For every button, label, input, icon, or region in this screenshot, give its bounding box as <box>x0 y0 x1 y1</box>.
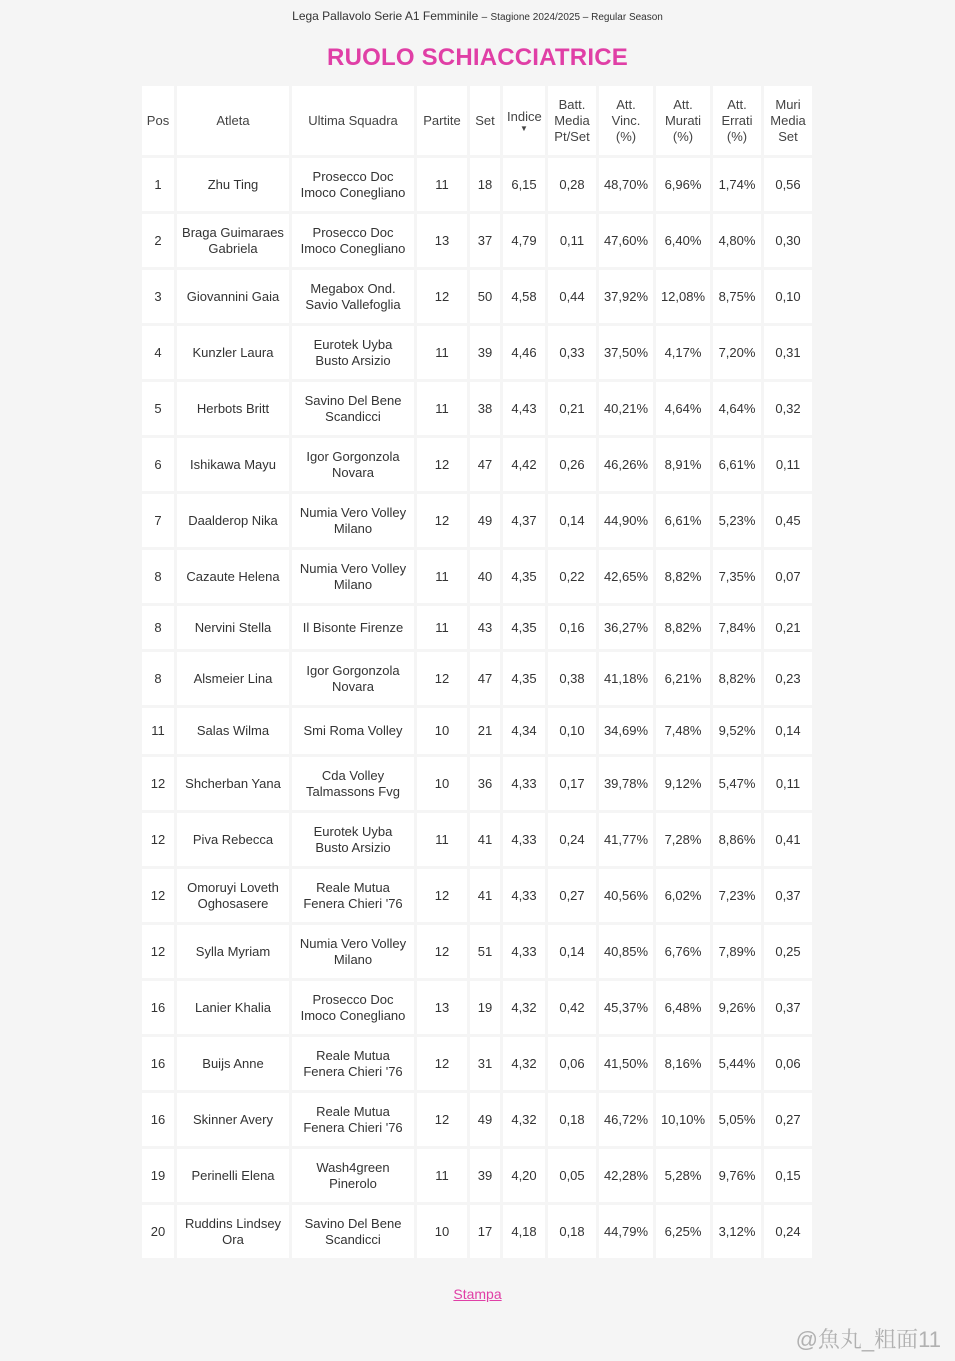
cell-pos: 19 <box>142 1149 174 1202</box>
cell-muri: 0,27 <box>764 1093 812 1146</box>
cell-pos: 16 <box>142 1037 174 1090</box>
col-header-murati[interactable]: Att. Murati (%) <box>656 86 710 155</box>
cell-errati: 8,75% <box>713 270 761 323</box>
cell-batt: 0,22 <box>548 550 596 603</box>
cell-squadra: Il Bisonte Firenze <box>292 606 414 649</box>
cell-murati: 8,82% <box>656 606 710 649</box>
table-row <box>142 550 812 603</box>
cell-batt: 0,38 <box>548 652 596 705</box>
cell-muri: 0,30 <box>764 214 812 267</box>
cell-indice: 4,32 <box>503 1093 545 1146</box>
cell-batt: 0,06 <box>548 1037 596 1090</box>
cell-atleta: Piva Rebecca <box>177 813 289 866</box>
cell-indice: 4,33 <box>503 757 545 810</box>
cell-vinc: 39,78% <box>599 757 653 810</box>
cell-batt: 0,14 <box>548 494 596 547</box>
cell-indice: 4,35 <box>503 606 545 649</box>
cell-batt: 0,10 <box>548 708 596 754</box>
cell-indice: 4,35 <box>503 550 545 603</box>
cell-batt: 0,24 <box>548 813 596 866</box>
table-row <box>142 382 812 435</box>
cell-errati: 6,61% <box>713 438 761 491</box>
cell-squadra: Numia Vero Volley Milano <box>292 925 414 978</box>
cell-set: 50 <box>470 270 500 323</box>
table-row <box>142 813 812 866</box>
cell-vinc: 41,77% <box>599 813 653 866</box>
cell-partite: 12 <box>417 652 467 705</box>
cell-indice: 4,33 <box>503 925 545 978</box>
cell-murati: 6,25% <box>656 1205 710 1258</box>
cell-indice: 4,20 <box>503 1149 545 1202</box>
cell-pos: 12 <box>142 925 174 978</box>
table-header-row <box>142 86 812 155</box>
cell-vinc: 37,50% <box>599 326 653 379</box>
cell-partite: 11 <box>417 326 467 379</box>
cell-indice: 4,58 <box>503 270 545 323</box>
cell-partite: 10 <box>417 1205 467 1258</box>
cell-pos: 7 <box>142 494 174 547</box>
cell-errati: 7,84% <box>713 606 761 649</box>
cell-partite: 11 <box>417 550 467 603</box>
cell-muri: 0,25 <box>764 925 812 978</box>
cell-muri: 0,37 <box>764 981 812 1034</box>
cell-pos: 12 <box>142 813 174 866</box>
cell-batt: 0,11 <box>548 214 596 267</box>
cell-errati: 4,64% <box>713 382 761 435</box>
cell-errati: 9,26% <box>713 981 761 1034</box>
league-name: Lega Pallavolo Serie A1 Femminile <box>292 9 479 23</box>
cell-errati: 7,35% <box>713 550 761 603</box>
cell-errati: 5,44% <box>713 1037 761 1090</box>
cell-partite: 11 <box>417 606 467 649</box>
table-row <box>142 1149 812 1202</box>
cell-partite: 11 <box>417 1149 467 1202</box>
cell-atleta: Kunzler Laura <box>177 326 289 379</box>
cell-partite: 13 <box>417 981 467 1034</box>
col-header-pos[interactable]: Pos <box>142 86 174 155</box>
cell-indice: 4,42 <box>503 438 545 491</box>
cell-batt: 0,21 <box>548 382 596 435</box>
cell-murati: 6,40% <box>656 214 710 267</box>
cell-muri: 0,21 <box>764 606 812 649</box>
cell-indice: 4,79 <box>503 214 545 267</box>
cell-murati: 10,10% <box>656 1093 710 1146</box>
cell-vinc: 48,70% <box>599 158 653 211</box>
cell-muri: 0,37 <box>764 869 812 922</box>
cell-errati: 8,82% <box>713 652 761 705</box>
cell-indice: 4,33 <box>503 869 545 922</box>
cell-errati: 7,20% <box>713 326 761 379</box>
cell-murati: 4,64% <box>656 382 710 435</box>
cell-murati: 6,21% <box>656 652 710 705</box>
cell-partite: 12 <box>417 494 467 547</box>
table-row <box>142 869 812 922</box>
cell-pos: 11 <box>142 708 174 754</box>
cell-atleta: Zhu Ting <box>177 158 289 211</box>
cell-batt: 0,18 <box>548 1093 596 1146</box>
league-header <box>0 9 955 23</box>
cell-atleta: Ishikawa Mayu <box>177 438 289 491</box>
cell-atleta: Cazaute Helena <box>177 550 289 603</box>
cell-muri: 0,56 <box>764 158 812 211</box>
cell-vinc: 44,79% <box>599 1205 653 1258</box>
cell-indice: 4,43 <box>503 382 545 435</box>
cell-murati: 8,82% <box>656 550 710 603</box>
cell-batt: 0,05 <box>548 1149 596 1202</box>
cell-vinc: 37,92% <box>599 270 653 323</box>
table-row <box>142 606 812 649</box>
cell-vinc: 46,72% <box>599 1093 653 1146</box>
table-row <box>142 270 812 323</box>
table-row <box>142 652 812 705</box>
cell-atleta: Alsmeier Lina <box>177 652 289 705</box>
cell-set: 39 <box>470 1149 500 1202</box>
cell-atleta: Giovannini Gaia <box>177 270 289 323</box>
cell-partite: 11 <box>417 813 467 866</box>
cell-atleta: Herbots Britt <box>177 382 289 435</box>
cell-pos: 16 <box>142 1093 174 1146</box>
cell-murati: 6,96% <box>656 158 710 211</box>
col-header-vinc[interactable]: Att. Vinc. (%) <box>599 86 653 155</box>
cell-set: 19 <box>470 981 500 1034</box>
cell-squadra: Savino Del Bene Scandicci <box>292 1205 414 1258</box>
cell-batt: 0,18 <box>548 1205 596 1258</box>
season-label: Stagione 2024/2025 – Regular Season <box>490 12 663 23</box>
cell-squadra: Megabox Ond. Savio Vallefoglia <box>292 270 414 323</box>
cell-batt: 0,27 <box>548 869 596 922</box>
cell-batt: 0,26 <box>548 438 596 491</box>
page-title: RUOLO SCHIACCIATRICE <box>327 44 628 71</box>
cell-squadra: Reale Mutua Fenera Chieri '76 <box>292 1093 414 1146</box>
col-header-batt[interactable]: Batt. Media Pt/Set <box>548 86 596 155</box>
watermark: @魚丸_粗面11 <box>795 1327 941 1352</box>
cell-batt: 0,28 <box>548 158 596 211</box>
cell-set: 41 <box>470 869 500 922</box>
cell-indice: 4,37 <box>503 494 545 547</box>
cell-pos: 12 <box>142 757 174 810</box>
cell-vinc: 34,69% <box>599 708 653 754</box>
cell-set: 31 <box>470 1037 500 1090</box>
cell-set: 37 <box>470 214 500 267</box>
cell-errati: 7,23% <box>713 869 761 922</box>
cell-muri: 0,41 <box>764 813 812 866</box>
cell-muri: 0,24 <box>764 1205 812 1258</box>
cell-errati: 1,74% <box>713 158 761 211</box>
table-row <box>142 158 812 211</box>
cell-indice: 4,33 <box>503 813 545 866</box>
cell-atleta: Salas Wilma <box>177 708 289 754</box>
cell-squadra: Savino Del Bene Scandicci <box>292 382 414 435</box>
cell-murati: 7,28% <box>656 813 710 866</box>
cell-set: 38 <box>470 382 500 435</box>
cell-indice: 4,32 <box>503 1037 545 1090</box>
cell-errati: 8,86% <box>713 813 761 866</box>
cell-partite: 11 <box>417 382 467 435</box>
cell-partite: 10 <box>417 757 467 810</box>
cell-set: 47 <box>470 652 500 705</box>
cell-vinc: 47,60% <box>599 214 653 267</box>
cell-errati: 5,05% <box>713 1093 761 1146</box>
table-row <box>142 438 812 491</box>
cell-indice: 6,15 <box>503 158 545 211</box>
table-row <box>142 1037 812 1090</box>
cell-partite: 12 <box>417 438 467 491</box>
cell-squadra: Eurotek Uyba Busto Arsizio <box>292 326 414 379</box>
print-link[interactable]: Stampa <box>453 1286 502 1302</box>
cell-vinc: 41,18% <box>599 652 653 705</box>
cell-murati: 9,12% <box>656 757 710 810</box>
table-row <box>142 925 812 978</box>
cell-muri: 0,15 <box>764 1149 812 1202</box>
cell-murati: 6,48% <box>656 981 710 1034</box>
cell-murati: 6,76% <box>656 925 710 978</box>
cell-vinc: 40,56% <box>599 869 653 922</box>
col-header-errati[interactable]: Att. Errati (%) <box>713 86 761 155</box>
cell-indice: 4,18 <box>503 1205 545 1258</box>
cell-batt: 0,42 <box>548 981 596 1034</box>
cell-atleta: Ruddins Lindsey Ora <box>177 1205 289 1258</box>
cell-set: 51 <box>470 925 500 978</box>
cell-atleta: Nervini Stella <box>177 606 289 649</box>
cell-errati: 9,52% <box>713 708 761 754</box>
cell-murati: 6,61% <box>656 494 710 547</box>
cell-batt: 0,17 <box>548 757 596 810</box>
cell-partite: 10 <box>417 708 467 754</box>
cell-pos: 8 <box>142 550 174 603</box>
col-header-muri[interactable]: Muri Media Set <box>764 86 812 155</box>
cell-atleta: Perinelli Elena <box>177 1149 289 1202</box>
cell-atleta: Lanier Khalia <box>177 981 289 1034</box>
sort-desc-icon: ▼ <box>520 123 528 133</box>
cell-squadra: Igor Gorgonzola Novara <box>292 652 414 705</box>
col-header-atleta[interactable]: Atleta <box>177 86 289 155</box>
cell-muri: 0,11 <box>764 757 812 810</box>
cell-set: 40 <box>470 550 500 603</box>
cell-set: 47 <box>470 438 500 491</box>
cell-indice: 4,32 <box>503 981 545 1034</box>
cell-pos: 3 <box>142 270 174 323</box>
stats-table <box>139 83 815 1261</box>
cell-partite: 12 <box>417 925 467 978</box>
cell-pos: 4 <box>142 326 174 379</box>
cell-set: 17 <box>470 1205 500 1258</box>
cell-partite: 12 <box>417 869 467 922</box>
cell-squadra: Numia Vero Volley Milano <box>292 550 414 603</box>
cell-set: 21 <box>470 708 500 754</box>
cell-atleta: Daalderop Nika <box>177 494 289 547</box>
cell-pos: 5 <box>142 382 174 435</box>
cell-squadra: Reale Mutua Fenera Chieri '76 <box>292 1037 414 1090</box>
col-header-indice[interactable] <box>503 86 545 155</box>
cell-atleta: Braga Guimaraes Gabriela <box>177 214 289 267</box>
cell-vinc: 46,26% <box>599 438 653 491</box>
table-row <box>142 708 812 754</box>
table-row <box>142 757 812 810</box>
cell-muri: 0,23 <box>764 652 812 705</box>
cell-muri: 0,31 <box>764 326 812 379</box>
cell-set: 43 <box>470 606 500 649</box>
cell-set: 18 <box>470 158 500 211</box>
cell-vinc: 44,90% <box>599 494 653 547</box>
col-header-indice-label: Indice <box>507 108 542 124</box>
cell-indice: 4,34 <box>503 708 545 754</box>
cell-vinc: 40,85% <box>599 925 653 978</box>
cell-partite: 12 <box>417 1037 467 1090</box>
cell-partite: 12 <box>417 1093 467 1146</box>
cell-set: 49 <box>470 494 500 547</box>
cell-muri: 0,10 <box>764 270 812 323</box>
cell-atleta: Buijs Anne <box>177 1037 289 1090</box>
cell-muri: 0,45 <box>764 494 812 547</box>
cell-squadra: Wash4green Pinerolo <box>292 1149 414 1202</box>
cell-vinc: 42,28% <box>599 1149 653 1202</box>
cell-murati: 6,02% <box>656 869 710 922</box>
col-header-squadra[interactable]: Ultima Squadra <box>292 86 414 155</box>
cell-set: 36 <box>470 757 500 810</box>
cell-squadra: Cda Volley Talmassons Fvg <box>292 757 414 810</box>
cell-pos: 6 <box>142 438 174 491</box>
cell-indice: 4,35 <box>503 652 545 705</box>
cell-pos: 20 <box>142 1205 174 1258</box>
cell-set: 49 <box>470 1093 500 1146</box>
table-row <box>142 1205 812 1258</box>
cell-errati: 5,47% <box>713 757 761 810</box>
cell-vinc: 42,65% <box>599 550 653 603</box>
col-header-set[interactable]: Set <box>470 86 500 155</box>
cell-muri: 0,11 <box>764 438 812 491</box>
cell-atleta: Sylla Myriam <box>177 925 289 978</box>
cell-pos: 2 <box>142 214 174 267</box>
table-row <box>142 1093 812 1146</box>
cell-errati: 5,23% <box>713 494 761 547</box>
cell-errati: 4,80% <box>713 214 761 267</box>
cell-vinc: 40,21% <box>599 382 653 435</box>
cell-partite: 12 <box>417 270 467 323</box>
cell-muri: 0,07 <box>764 550 812 603</box>
cell-partite: 11 <box>417 158 467 211</box>
cell-vinc: 45,37% <box>599 981 653 1034</box>
cell-squadra: Eurotek Uyba Busto Arsizio <box>292 813 414 866</box>
cell-murati: 4,17% <box>656 326 710 379</box>
cell-set: 39 <box>470 326 500 379</box>
cell-murati: 12,08% <box>656 270 710 323</box>
cell-murati: 8,91% <box>656 438 710 491</box>
table-row <box>142 494 812 547</box>
cell-murati: 7,48% <box>656 708 710 754</box>
cell-muri: 0,06 <box>764 1037 812 1090</box>
cell-murati: 5,28% <box>656 1149 710 1202</box>
cell-atleta: Skinner Avery <box>177 1093 289 1146</box>
cell-atleta: Shcherban Yana <box>177 757 289 810</box>
cell-squadra: Prosecco Doc Imoco Conegliano <box>292 158 414 211</box>
cell-batt: 0,33 <box>548 326 596 379</box>
cell-pos: 8 <box>142 652 174 705</box>
cell-pos: 8 <box>142 606 174 649</box>
cell-squadra: Prosecco Doc Imoco Conegliano <box>292 981 414 1034</box>
cell-pos: 12 <box>142 869 174 922</box>
cell-muri: 0,32 <box>764 382 812 435</box>
cell-squadra: Numia Vero Volley Milano <box>292 494 414 547</box>
cell-squadra: Prosecco Doc Imoco Conegliano <box>292 214 414 267</box>
cell-batt: 0,44 <box>548 270 596 323</box>
cell-squadra: Smi Roma Volley <box>292 708 414 754</box>
cell-muri: 0,14 <box>764 708 812 754</box>
table-row <box>142 214 812 267</box>
table-row <box>142 981 812 1034</box>
cell-indice: 4,46 <box>503 326 545 379</box>
cell-vinc: 41,50% <box>599 1037 653 1090</box>
header-separator: – <box>481 12 488 23</box>
cell-set: 41 <box>470 813 500 866</box>
cell-squadra: Igor Gorgonzola Novara <box>292 438 414 491</box>
cell-atleta: Omoruyi Loveth Oghosasere <box>177 869 289 922</box>
table-row <box>142 326 812 379</box>
cell-errati: 7,89% <box>713 925 761 978</box>
cell-errati: 3,12% <box>713 1205 761 1258</box>
cell-batt: 0,16 <box>548 606 596 649</box>
cell-pos: 16 <box>142 981 174 1034</box>
cell-murati: 8,16% <box>656 1037 710 1090</box>
cell-partite: 13 <box>417 214 467 267</box>
cell-vinc: 36,27% <box>599 606 653 649</box>
cell-errati: 9,76% <box>713 1149 761 1202</box>
col-header-partite[interactable]: Partite <box>417 86 467 155</box>
cell-pos: 1 <box>142 158 174 211</box>
cell-batt: 0,14 <box>548 925 596 978</box>
cell-squadra: Reale Mutua Fenera Chieri '76 <box>292 869 414 922</box>
